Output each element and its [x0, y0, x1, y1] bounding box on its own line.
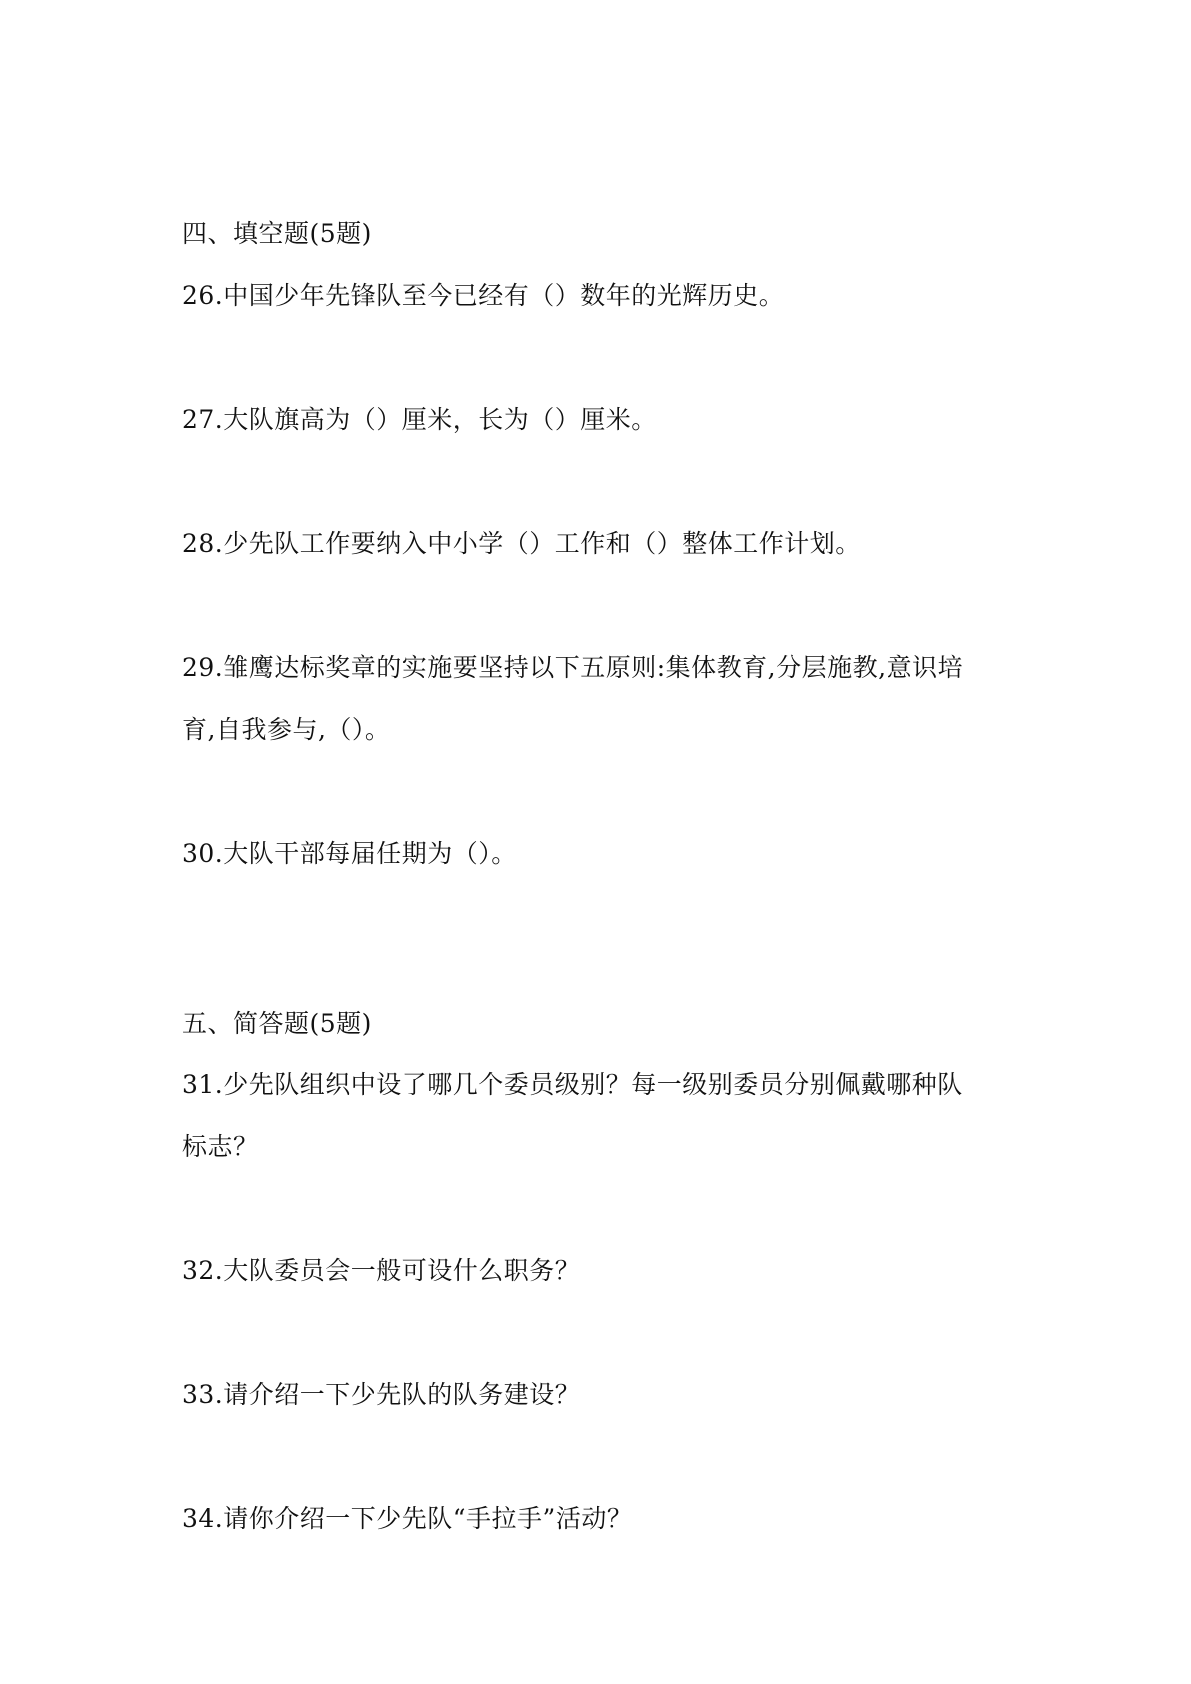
question-33: 33.请介绍一下少先队的队务建设？: [182, 1380, 581, 1409]
question-26: 26.中国少年先锋队至今已经有（）数年的光辉历史。: [182, 281, 785, 310]
question-27: 27.大队旗高为（）厘米，长为（）厘米。: [182, 405, 657, 434]
question-31-line-1: 31.少先队组织中设了哪几个委员级别？每一级别委员分别佩戴哪种队: [182, 1070, 963, 1099]
section-heading-short-answer: 五、简答题(5题): [182, 1009, 372, 1038]
question-29-line-2: 育,自我参与,（）。: [182, 715, 391, 744]
question-31-line-2: 标志？: [182, 1132, 259, 1161]
question-28: 28.少先队工作要纳入中小学（）工作和（）整体工作计划。: [182, 529, 861, 558]
question-34: 34.请你介绍一下少先队“手拉手”活动？: [182, 1504, 633, 1533]
question-29-line-1: 29.雏鹰达标奖章的实施要坚持以下五原则:集体教育,分层施教,意识培: [182, 653, 964, 682]
question-30: 30.大队干部每届任期为（）。: [182, 839, 517, 868]
question-32: 32.大队委员会一般可设什么职务？: [182, 1256, 581, 1285]
section-heading-fill-in-blank: 四、填空题(5题): [182, 219, 372, 248]
